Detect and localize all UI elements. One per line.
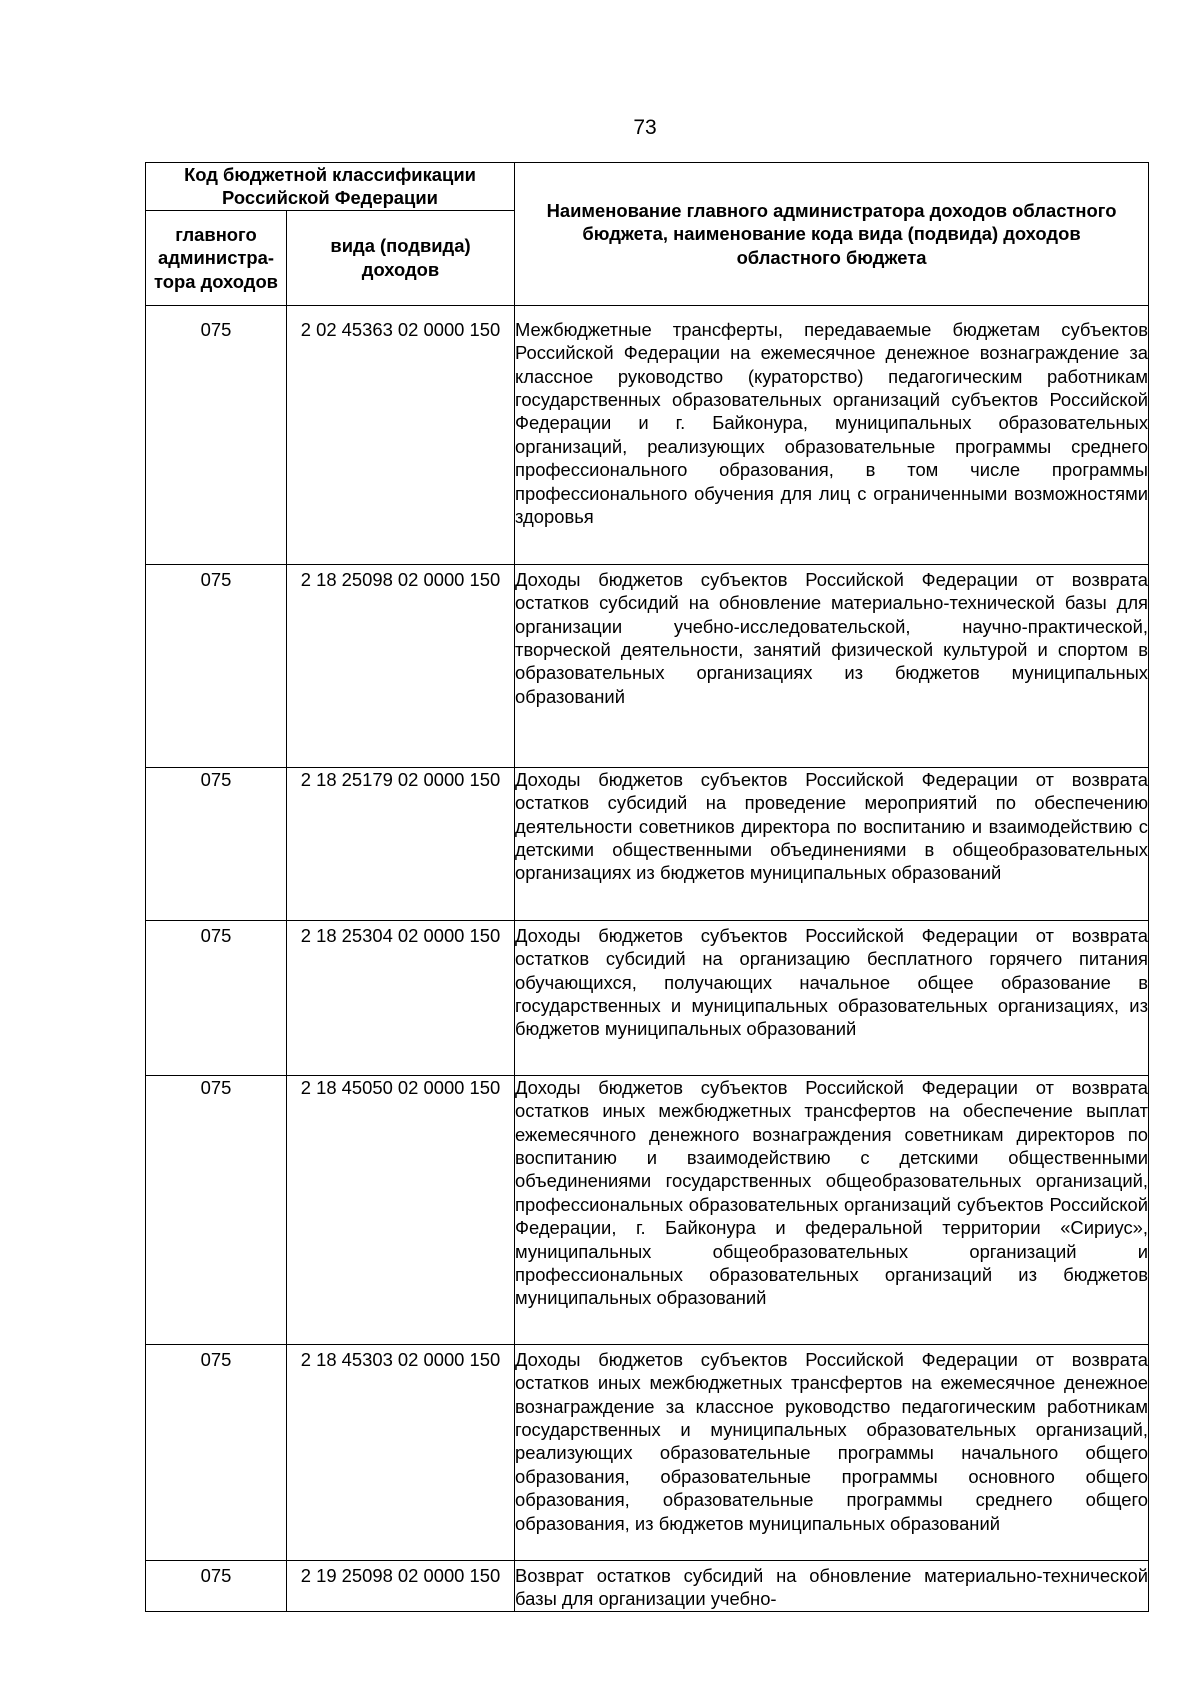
table-row	[146, 1560, 1149, 1611]
table-row	[146, 305, 1149, 564]
admin-code-cell: 075	[146, 564, 287, 767]
table-row	[146, 564, 1149, 767]
income-code-cell: 2 18 45050 02 0000 150	[287, 1075, 515, 1344]
admin-code-cell: 075	[146, 305, 287, 564]
income-code-cell: 2 19 25098 02 0000 150	[287, 1560, 515, 1611]
description-cell: Межбюджетные трансферты, передаваемые бюджетам субъектов Российской Федерации на ежемесячное денежное вознаграждение за классное руководство (кураторство) педагогическим работникам государственных образовательных организаций субъектов Российской Федерации и г. Байконура, муниципальных образовательных организаций, реализующих образовательные программы среднего профессионального образования, в том числе программы профессионального обучения для лиц с ограниченными возможностями здоровья	[515, 305, 1149, 564]
admin-code-cell: 075	[146, 920, 287, 1075]
description-cell: Доходы бюджетов субъектов Российской Федерации от возврата остатков субсидий на проведение мероприятий по обеспечению деятельности советников директора по воспитанию и взаимодействию с детскими общественными объединениями в общеобразовательных организациях из бюджетов муниципальных образований	[515, 767, 1149, 920]
income-code-cell: 2 02 45363 02 0000 150	[287, 305, 515, 564]
income-code-cell: 2 18 45303 02 0000 150	[287, 1344, 515, 1560]
table-row	[146, 1344, 1149, 1560]
admin-code-cell: 075	[146, 1344, 287, 1560]
description-cell: Доходы бюджетов субъектов Российской Федерации от возврата остатков субсидий на обновление материально-технической базы для организации учебно-исследовательской, научно-практической, творческой деятельности, занятий физической культурой и спортом в образовательных организациях из бюджетов муниципальных образований	[515, 564, 1149, 767]
header-name-column: Наименование главного администратора доходов областного бюджета, наименование кода вида (подвида) доходов областного бюджета	[515, 163, 1149, 306]
admin-code-cell: 075	[146, 1560, 287, 1611]
table-header	[146, 163, 1149, 306]
header-code-column: вида (подвида) доходов	[287, 210, 515, 305]
budget-classification-table	[145, 162, 1149, 1612]
table-body	[146, 305, 1149, 1611]
table-row	[146, 920, 1149, 1075]
income-code-cell: 2 18 25098 02 0000 150	[287, 564, 515, 767]
admin-code-cell: 075	[146, 767, 287, 920]
description-cell: Возврат остатков субсидий на обновление материально-технической базы для организации учебно-	[515, 1560, 1149, 1611]
header-group-title: Код бюджетной классификации Российской Федерации	[146, 163, 515, 211]
table-row	[146, 767, 1149, 920]
income-code-cell: 2 18 25304 02 0000 150	[287, 920, 515, 1075]
header-admin-column: главного администра-тора доходов	[146, 210, 287, 305]
description-cell: Доходы бюджетов субъектов Российской Федерации от возврата остатков субсидий на организацию бесплатного горячего питания обучающихся, получающих начальное общее образование в государственных и муниципальных образовательных организациях, из бюджетов муниципальных образований	[515, 920, 1149, 1075]
income-code-cell: 2 18 25179 02 0000 150	[287, 767, 515, 920]
table-row	[146, 1075, 1149, 1344]
description-cell: Доходы бюджетов субъектов Российской Федерации от возврата остатков иных межбюджетных трансфертов на обеспечение выплат ежемесячного денежного вознаграждения советникам директоров по воспитанию и взаимодействию с детскими общественными объединениями государственных общеобразовательных организаций, профессиональных образовательных организаций субъектов Российской Федерации, г. Байконура и федеральной территории «Сириус», муниципальных общеобразовательных организаций и профессиональных образовательных организаций из бюджетов муниципальных образований	[515, 1075, 1149, 1344]
admin-code-cell: 075	[146, 1075, 287, 1344]
page-number: 73	[633, 116, 657, 139]
description-cell: Доходы бюджетов субъектов Российской Федерации от возврата остатков иных межбюджетных трансфертов на ежемесячное денежное вознаграждение за классное руководство педагогическим работникам государственных и муниципальных образовательных организаций, реализующих образовательные программы начального общего образования, образовательные программы основного общего образования, образовательные программы среднего общего образования, из бюджетов муниципальных образований	[515, 1344, 1149, 1560]
